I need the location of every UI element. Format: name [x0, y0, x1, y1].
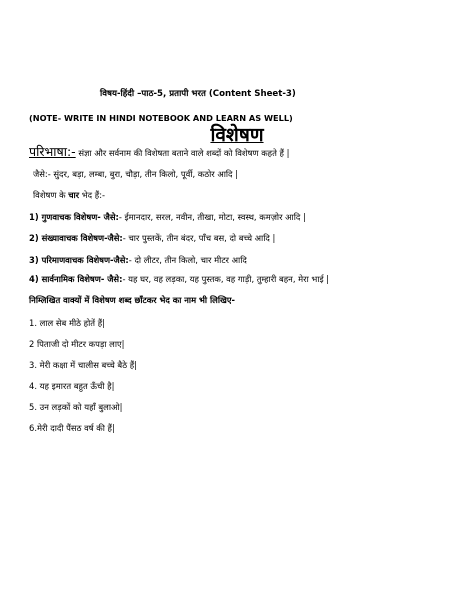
definition-term: परिभाषा:-	[29, 144, 76, 159]
type-item	[29, 273, 329, 285]
exercise-question: 2 पिताजी दो मीटर कपड़ा लाए|	[29, 339, 125, 349]
types-count-number: चार	[68, 190, 80, 200]
exercise-question: 4. यह इमारत बहुत ऊँची है|	[29, 381, 115, 391]
types-count-line	[33, 189, 105, 201]
exercise-question: 1. लाल सेब मीठे होतें हैं|	[29, 318, 105, 328]
type-examples: - ईमानदार, सरल, नवीन, तीखा, मोटा, स्वस्थ, कमज़ोर आदि |	[118, 212, 306, 222]
exercise-instruction: निम्लिखित वाक्यों में विशेषण शब्द छाँटकर भेद का नाम भी लिखिए-	[29, 295, 235, 305]
type-label: 4) सार्वनामिक विशेषण- जैसे:	[29, 274, 123, 284]
examples-line: जैसे:- सुंदर, बड़ा, लम्बा, बुरा, चौड़ा, तीन किलो, पूर्वी, कठोर आदि |	[33, 169, 238, 179]
exercise-question: 5. उन लड़कों को यहाँ बुलाओ|	[29, 402, 123, 412]
exercise-question: 6.मेरी दादी पैंसठ वर्ष की हैं|	[29, 423, 115, 433]
page-title: विषय-हिंदी –पाठ-5, प्रतापी भरत (Content Sheet-3)	[100, 89, 296, 99]
type-label: 2) संख्यावाचक विशेषण-जैसे:	[29, 233, 123, 243]
exercise-question: 3. मेरी कक्षा में चालीस बच्चे बैठे हैं|	[29, 360, 138, 370]
type-examples: - चार पुस्तकें, तीन बंदर, पाँच बस, दो बच्चे आदि |	[122, 233, 276, 243]
type-label: 1) गुणवाचक विशेषण- जैसे:	[29, 212, 119, 222]
instruction-note: (NOTE- WRITE IN HINDI NOTEBOOK AND LEARN AS WELL)	[29, 113, 293, 123]
type-item	[29, 232, 275, 244]
type-label: 3) परिमाणवाचक विशेषण-जैसे:	[29, 255, 129, 265]
type-examples: - यह घर, वह लड़का, यह पुस्तक, वह गाड़ी, तुम्हारी बहन, मेरा भाई |	[122, 274, 330, 284]
type-item	[29, 254, 247, 266]
definition-text: संज्ञा और सर्वनाम की विशेषता बताने वाले शब्दों को विशेषण कहते हैं |	[75, 148, 290, 158]
type-item	[29, 211, 306, 223]
types-count-prefix: विशेषण के	[33, 190, 69, 200]
definition-line	[29, 146, 289, 159]
topic-heading: विशेषण	[210, 124, 264, 146]
type-examples: - दो लीटर, तीन किलो, चार मीटर आदि	[128, 255, 247, 265]
types-count-suffix: भेद हैं:-	[79, 190, 106, 200]
